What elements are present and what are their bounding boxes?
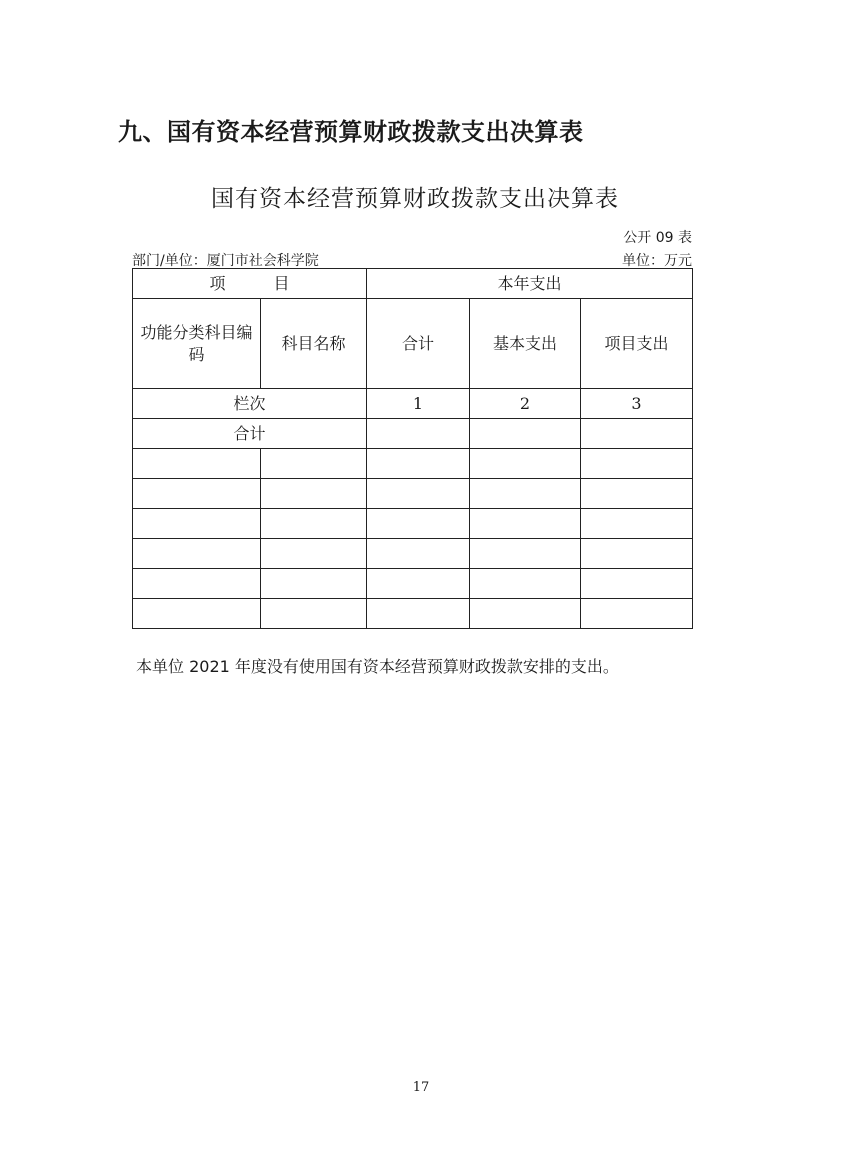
col-total: 合计 (367, 299, 470, 389)
table-cell (581, 449, 693, 479)
column-no-2: 2 (470, 389, 581, 419)
table-cell (133, 509, 261, 539)
table-row (133, 449, 693, 479)
table-cell (470, 539, 581, 569)
table-title: 国有资本经营预算财政拨款支出决算表 (211, 186, 619, 212)
table-row (133, 569, 693, 599)
table-cell (367, 599, 470, 629)
column-no-1: 1 (367, 389, 470, 419)
table-row (133, 479, 693, 509)
table-cell (133, 449, 261, 479)
department-label: 部门/单位：厦门市社会科学院 (132, 253, 319, 269)
table-cell (581, 539, 693, 569)
col-subject-name: 科目名称 (261, 299, 367, 389)
section-heading: 九、国有资本经营预算财政拨款支出决算表 (118, 118, 584, 146)
page-number: 17 (412, 1080, 430, 1095)
col-project: 项目支出 (581, 299, 693, 389)
table-row-total (133, 419, 693, 449)
table-cell (261, 599, 367, 629)
table-row (133, 539, 693, 569)
table-cell (470, 569, 581, 599)
table-cell (367, 569, 470, 599)
table-cell (581, 599, 693, 629)
table-cell (367, 479, 470, 509)
col-basic: 基本支出 (470, 299, 581, 389)
table-cell (133, 599, 261, 629)
table-cell (261, 509, 367, 539)
table-cell (367, 509, 470, 539)
row-column-no-label: 栏次 (133, 389, 367, 419)
table-cell (367, 449, 470, 479)
note-text: 本单位 2021 年度没有使用国有资本经营预算财政拨款安排的支出。 (136, 657, 619, 676)
table-cell (470, 419, 581, 449)
table-cell (470, 599, 581, 629)
table-cell (133, 539, 261, 569)
table-cell (581, 419, 693, 449)
table-cell (133, 479, 261, 509)
table-cell (133, 569, 261, 599)
table-cell (261, 569, 367, 599)
column-no-3: 3 (581, 389, 693, 419)
expenditure-table (132, 268, 693, 629)
table-cell (581, 509, 693, 539)
table-row (133, 509, 693, 539)
form-code: 公开 09 表 (623, 230, 692, 246)
table-cell (367, 539, 470, 569)
table-subheader-row (133, 299, 693, 389)
table-cell (581, 479, 693, 509)
col-function-code: 功能分类科目编码 (133, 299, 261, 389)
row-total-label: 合计 (133, 419, 367, 449)
table-cell (261, 539, 367, 569)
table-cell (470, 509, 581, 539)
table-row-column-no (133, 389, 693, 419)
header-current-year: 本年支出 (367, 269, 693, 299)
table-cell (367, 419, 470, 449)
table-header-row (133, 269, 693, 299)
table-cell (261, 449, 367, 479)
table-cell (261, 479, 367, 509)
table-row (133, 599, 693, 629)
table-cell (470, 449, 581, 479)
unit-label: 单位：万元 (622, 253, 692, 269)
table-cell (581, 569, 693, 599)
header-item: 项 目 (133, 269, 367, 299)
table-cell (470, 479, 581, 509)
